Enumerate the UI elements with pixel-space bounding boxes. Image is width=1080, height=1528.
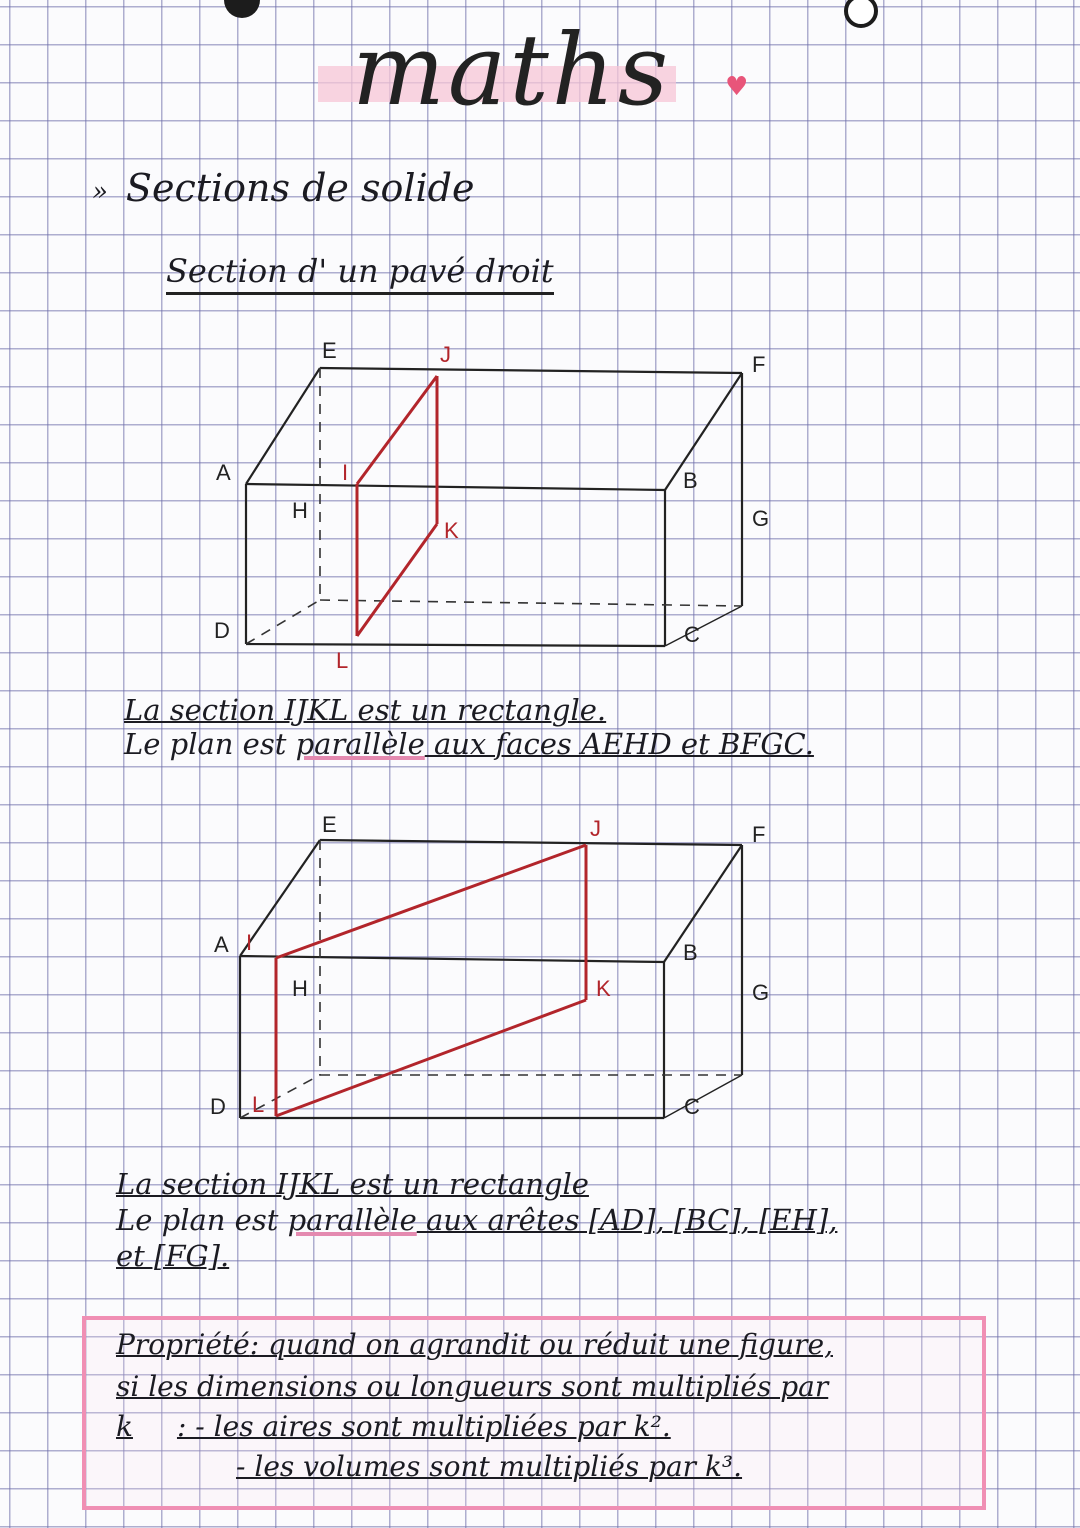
fig1-label-A: A: [216, 460, 231, 485]
section-heading-text: Sections de solide: [125, 166, 475, 210]
caption-1-suffix: aux faces AEHD et BFGC.: [424, 727, 814, 761]
caption-2-suffix: aux arêtes [AD], [BC], [EH],: [416, 1203, 838, 1237]
caption-2-text: La section IJKL est un rectangle: [116, 1167, 589, 1201]
fig2-label-I: I: [246, 930, 253, 955]
caption-2-line-2: [116, 1203, 838, 1237]
fig2-label-B: B: [683, 940, 698, 965]
caption-2-prefix: Le plan est: [116, 1203, 288, 1237]
property-line-1: [116, 1328, 833, 1361]
page-title: maths: [352, 14, 672, 128]
property-label: Propriété: [116, 1328, 250, 1361]
fig1-label-L: L: [336, 648, 349, 673]
subsection-heading: Section d' un pavé droit: [166, 252, 554, 295]
property-line-2-text: si les dimensions ou longueurs sont multipliés par: [116, 1370, 829, 1403]
property-line-4: [236, 1450, 742, 1483]
property-line-2: [116, 1370, 828, 1403]
fig1-label-J: J: [440, 342, 451, 367]
fig1-label-K: K: [444, 518, 459, 543]
fig1-label-I: I: [342, 460, 349, 485]
caption-2-line-1: [116, 1167, 589, 1201]
fig2-label-H: H: [292, 976, 308, 1001]
fig2-label-J: J: [590, 816, 601, 841]
fig1-label-F: F: [752, 352, 766, 377]
heart-icon: ♥: [725, 72, 749, 102]
fig1-label-B: B: [683, 468, 698, 493]
caption-1-text: La section IJKL est un rectangle.: [124, 693, 607, 727]
property-k-symbol: k: [116, 1410, 133, 1443]
fig1-label-H: H: [292, 498, 308, 523]
fig2-label-E: E: [322, 812, 337, 837]
fig2-label-C: C: [684, 1094, 700, 1119]
property-line-4-text: - les volumes sont multipliés par k³.: [236, 1450, 743, 1483]
caption-1-keyword: parallèle: [295, 727, 425, 761]
fig1-label-D: D: [214, 618, 230, 643]
fig2-label-F: F: [752, 822, 766, 847]
fig2-label-D: D: [210, 1094, 226, 1119]
bullet-arrow-icon: »: [92, 176, 108, 207]
caption-2-line-3: [116, 1239, 230, 1273]
fig2-label-K: K: [596, 976, 611, 1001]
caption-2-line-3-text: et [FG].: [116, 1239, 230, 1273]
caption-1-prefix: Le plan est: [124, 727, 296, 761]
property-line-1-text: : quand on agrandit ou réduit une figure,: [249, 1328, 833, 1361]
fig2-label-G: G: [752, 980, 770, 1005]
property-line-3-text: : - les aires sont multipliées par k².: [176, 1410, 671, 1443]
fig1-label-G: G: [752, 506, 770, 531]
fig1-label-C: C: [684, 622, 700, 647]
property-line-3: [116, 1410, 671, 1443]
fig2-label-L: L: [252, 1092, 265, 1117]
fig2-label-A: A: [214, 932, 229, 957]
caption-2-keyword: parallèle: [287, 1203, 417, 1237]
fig1-label-E: E: [322, 338, 337, 363]
